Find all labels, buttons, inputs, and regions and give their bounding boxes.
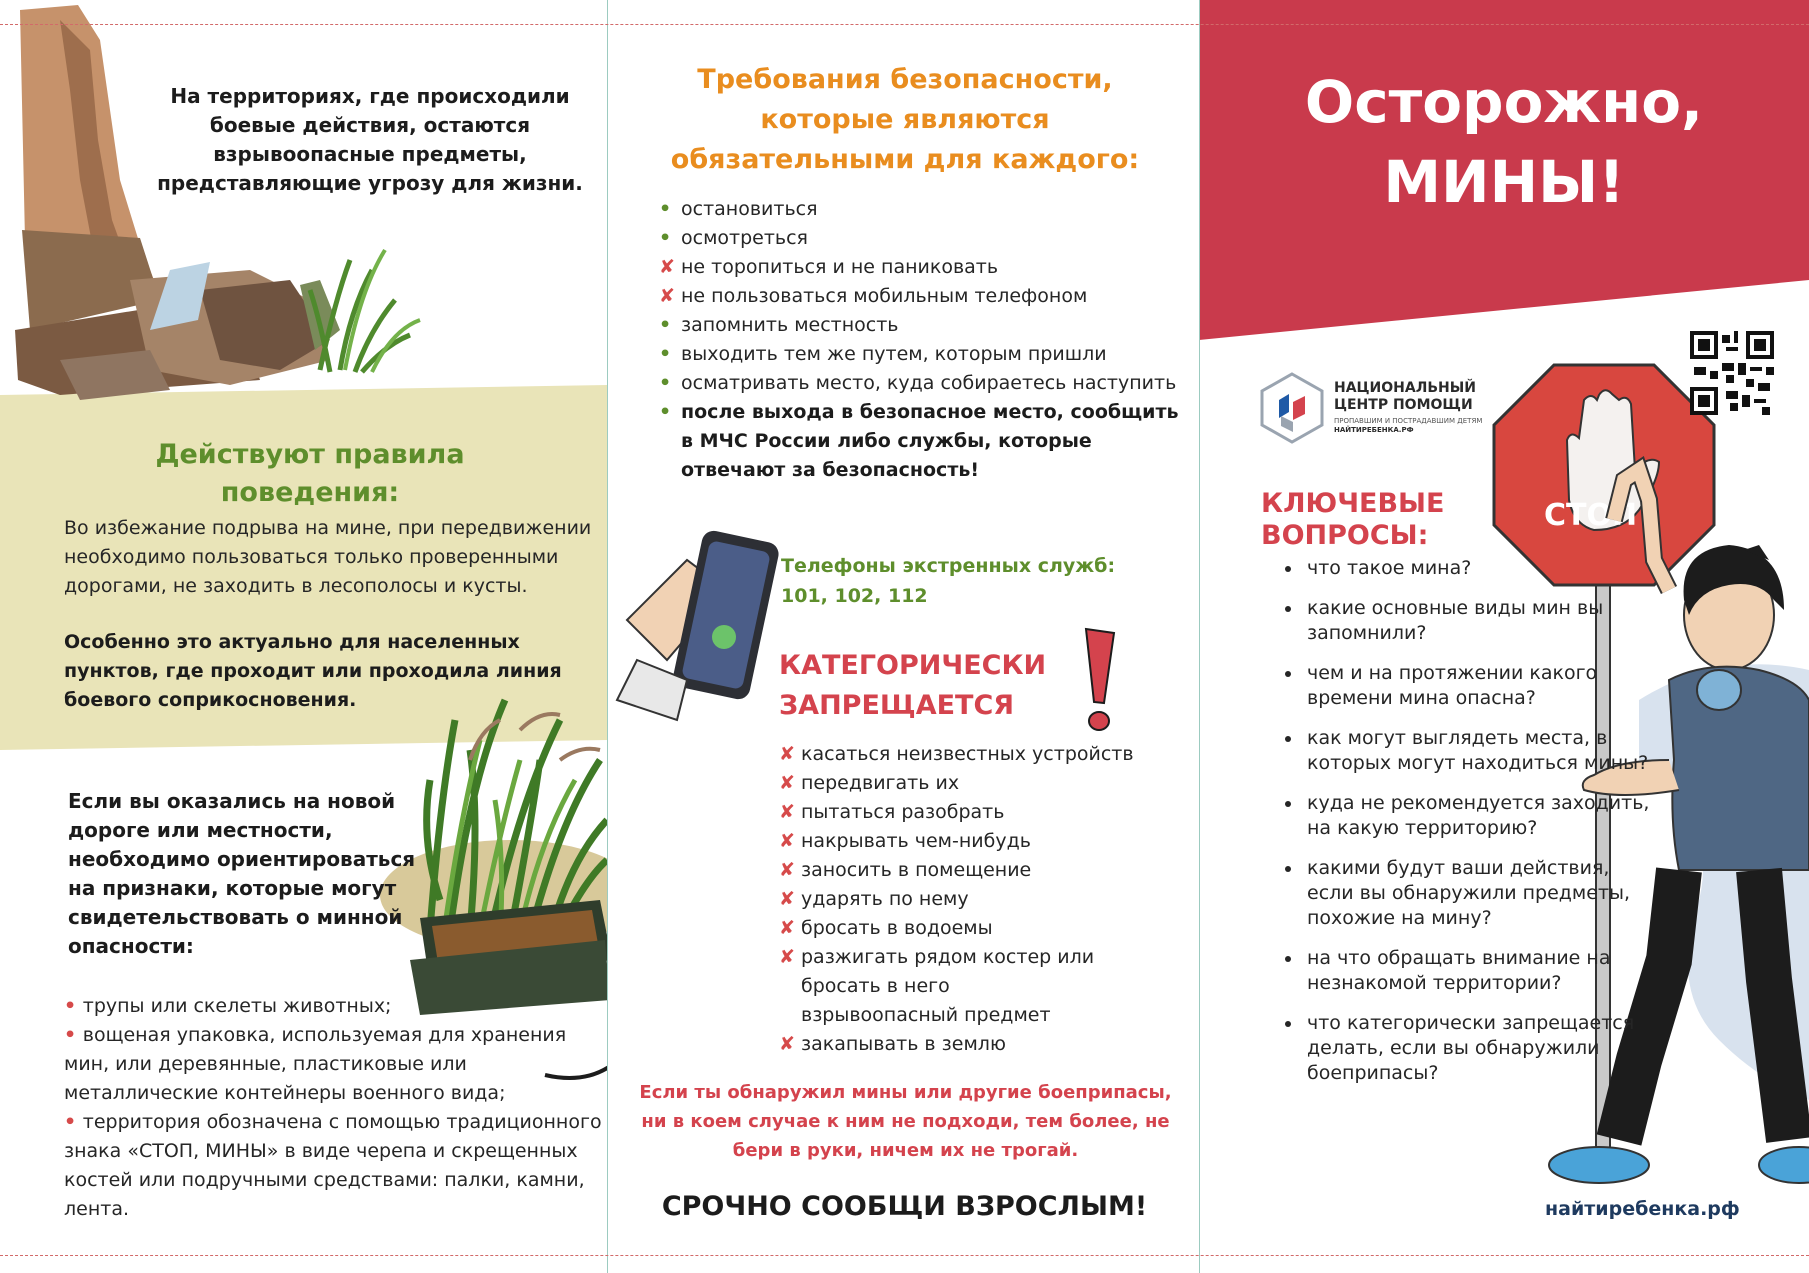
list-item: • после выхода в безопасное место, сообщить в МЧС России либо службы, которые отвечают за безопасность! xyxy=(659,398,1179,485)
cross-icon: ✘ xyxy=(659,256,675,278)
fold-line-2 xyxy=(1199,0,1200,1273)
title-line-2: МИНЫ! xyxy=(1383,148,1625,216)
cross-icon: ✘ xyxy=(779,859,795,881)
site-link[interactable]: найтиребенка.рф xyxy=(1545,1198,1740,1220)
list-item: • на что обращать внимание на незнакомой территории? xyxy=(1303,946,1653,996)
danger-signs-intro: Если вы оказались на новой дороге или местности, необходимо ориентироваться на признаки, которые могут свидетельствовать о минной опасности: xyxy=(68,789,416,958)
list-item: • осмотреться xyxy=(659,224,1179,253)
requirements-title: Требования безопасности, которые являются обязательными для каждого: xyxy=(670,64,1140,175)
rules-text: Во избежание подрыва на мине, при передвижении необходимо пользоваться только проверенными дорогами, не заходить в лесополосы и кусты. xyxy=(64,517,592,597)
list-item: • что такое мина? xyxy=(1303,556,1653,581)
cross-icon: ✘ xyxy=(779,946,795,968)
emergency-phones xyxy=(781,551,1181,611)
list-item: ✘ касаться неизвестных устройств xyxy=(779,740,1199,769)
list-item: ✘ заносить в помещение xyxy=(779,856,1199,885)
forbidden-title: КАТЕГОРИЧЕСКИ ЗАПРЕЩАЕТСЯ xyxy=(779,650,1047,721)
org-url: НАЙТИРЕБЕНКА.РФ xyxy=(1334,426,1414,434)
bullet-dot-icon: • xyxy=(659,198,672,220)
list-item: ✘ не торопиться и не паниковать xyxy=(659,253,1179,282)
cross-icon: ✘ xyxy=(779,830,795,852)
key-questions-list xyxy=(1283,556,1653,1101)
list-item: • какими будут ваши действия, если вы обнаружили предметы, похожие на мину? xyxy=(1303,856,1653,931)
org-name-line-1: НАЦИОНАЛЬНЫЙ xyxy=(1334,380,1476,396)
list-item: • запомнить местность xyxy=(659,311,1179,340)
list-item: ✘ ударять по нему xyxy=(779,885,1199,914)
crop-line-bottom xyxy=(0,1255,1809,1256)
list-item: • какие основные виды мин вы запомнили? xyxy=(1303,596,1653,646)
cross-icon: ✘ xyxy=(779,1033,795,1055)
phones-numbers: 101, 102, 112 xyxy=(781,585,928,607)
ruins-illustration xyxy=(15,5,420,400)
cross-icon: ✘ xyxy=(779,801,795,823)
danger-signs-list xyxy=(64,992,604,1224)
cross-icon: ✘ xyxy=(779,917,795,939)
org-logo-icon xyxy=(1259,372,1325,444)
list-item: ✘ накрывать чем-нибудь xyxy=(779,827,1199,856)
list-item: ✘ пытаться разобрать xyxy=(779,798,1199,827)
list-item: • вощеная упаковка, используемая для хранения мин, или деревянные, пластиковые или металлические контейнеры военного вида; xyxy=(64,1024,567,1104)
list-item: • выходить тем же путем, которым пришли xyxy=(659,340,1179,369)
cross-icon: ✘ xyxy=(779,772,795,794)
cross-icon: ✘ xyxy=(779,888,795,910)
requirements-list xyxy=(659,195,1179,485)
crop-line-top xyxy=(0,24,1809,25)
intro-text: На территориях, где происходили боевые действия, остаются взрывоопасные предметы, представляющие угрозу для жизни. xyxy=(157,84,583,195)
list-item: ✘ не пользоваться мобильным телефоном xyxy=(659,282,1179,311)
list-item: • трупы или скелеты животных; xyxy=(64,995,392,1017)
list-item: • что категорически запрещается делать, если вы обнаружили боеприпасы? xyxy=(1303,1011,1653,1086)
panel-cover xyxy=(1199,0,1809,1273)
list-item: ✘ бросать в водоемы xyxy=(779,914,1199,943)
cross-icon: ✘ xyxy=(779,743,795,765)
panel-requirements xyxy=(607,0,1199,1273)
list-item: • осматривать место, куда собираетесь наступить xyxy=(659,369,1179,398)
cross-icon: ✘ xyxy=(659,285,675,307)
org-subtitle: ПРОПАВШИМ И ПОСТРАДАВШИМ ДЕТЯМ xyxy=(1334,417,1483,425)
panel-rules xyxy=(0,0,607,1273)
list-item: • чем и на протяжении какого времени мина опасна? xyxy=(1303,661,1653,711)
fold-line-1 xyxy=(607,0,608,1273)
list-item: ✘ разжигать рядом костер или бросать в него взрывоопасный предмет xyxy=(779,943,1199,1030)
bullet-dot-icon: • xyxy=(659,343,672,365)
forbidden-list xyxy=(779,740,1199,1059)
title-line-1: Осторожно, xyxy=(1304,68,1704,136)
list-item: • территория обозначена с помощью традиционного знака «СТОП, МИНЫ» в виде черепа и скрещенных костей или подручными средствами: палки, камни, лента. xyxy=(64,1111,602,1220)
org-name xyxy=(1334,380,1476,414)
org-name-line-2: ЦЕНТР ПОМОЩИ xyxy=(1334,397,1473,413)
bullet-dot-icon: • xyxy=(659,401,672,423)
urgent-message: СРОЧНО СООБЩИ ВЗРОСЛЫМ! xyxy=(661,1191,1148,1222)
bullet-dot-icon: • xyxy=(659,372,672,394)
main-title xyxy=(1199,62,1809,222)
list-item: ✘ передвигать их xyxy=(779,769,1199,798)
phones-label: Телефоны экстренных служб: xyxy=(781,555,1116,577)
stop-sign-label: СТОП xyxy=(1544,498,1638,533)
rules-emphasis: Особенно это актуально для населенных пунктов, где проходит или проходила линия боевого соприкосновения. xyxy=(64,631,562,711)
bullet-dot-icon: • xyxy=(64,995,83,1017)
list-item: ✘ закапывать в землю xyxy=(779,1030,1199,1059)
list-item: • куда не рекомендуется заходить, на какую территорию? xyxy=(1303,791,1653,841)
bullet-dot-icon: • xyxy=(659,314,672,336)
warning-text: Если ты обнаружил мины или другие боеприпасы, ни в коем случае к ним не подходи, тем более, не бери в руки, ничем их не трогай. xyxy=(639,1082,1172,1161)
exclamation-icon xyxy=(1080,625,1120,735)
list-item: • как могут выглядеть места, в которых могут находиться мины? xyxy=(1303,726,1653,776)
qr-code-icon[interactable] xyxy=(1690,331,1774,415)
bullet-dot-icon: • xyxy=(64,1024,83,1046)
list-item: • остановиться xyxy=(659,195,1179,224)
bullet-dot-icon: • xyxy=(659,227,672,249)
key-questions-title: КЛЮЧЕВЫЕ ВОПРОСЫ: xyxy=(1261,488,1445,551)
bullet-dot-icon: • xyxy=(64,1111,83,1133)
rules-title: Действуют правила поведения: xyxy=(155,439,465,508)
